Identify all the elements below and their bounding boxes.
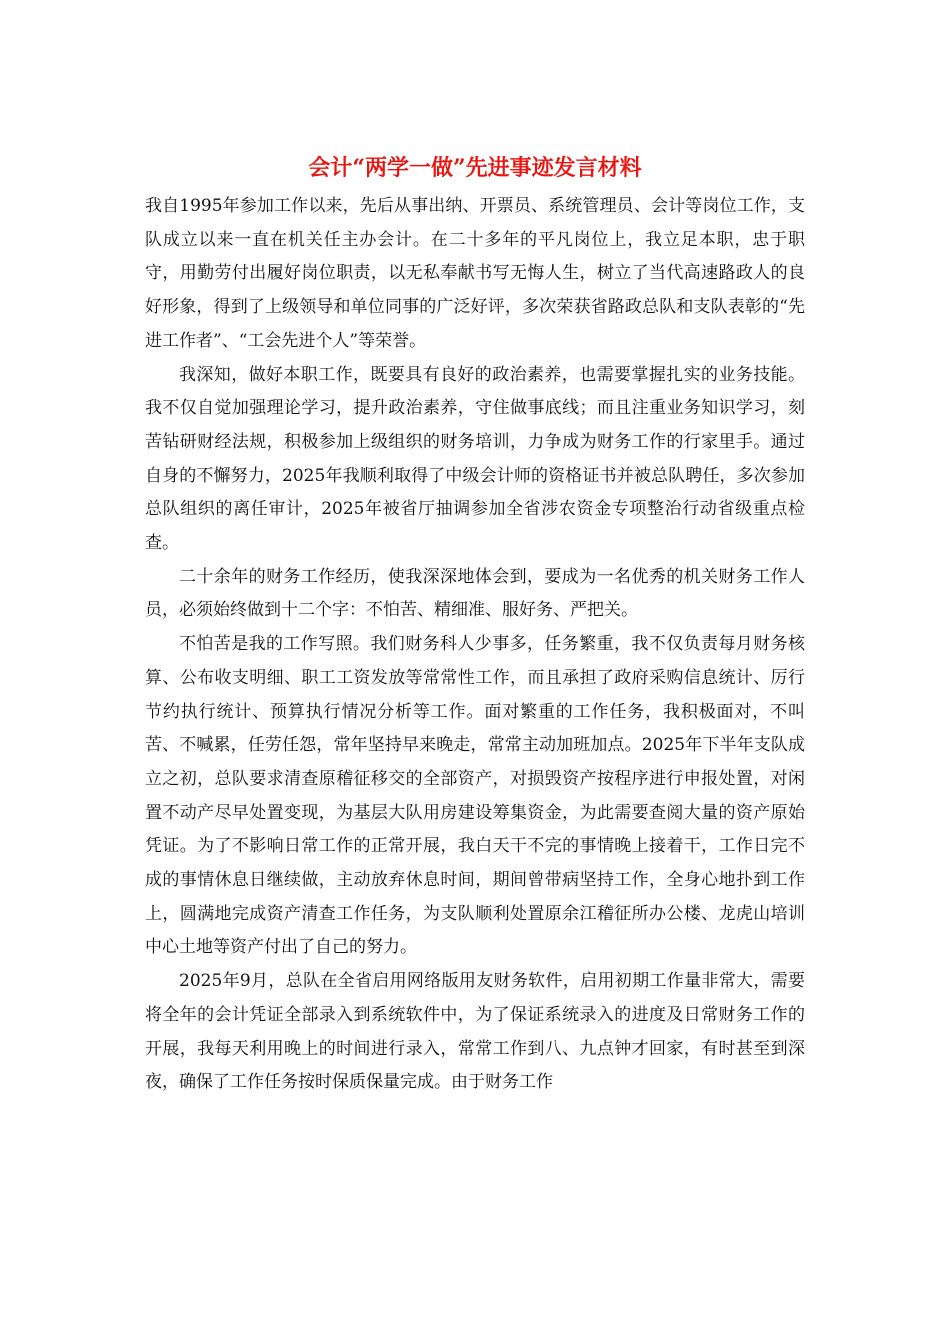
paragraph-principles: 二十余年的财务工作经历，使我深深地体会到，要成为一名优秀的机关财务工作人员，必须始终做到十二个字：不怕苦、精细准、服好务、严把关。 [145, 566, 805, 621]
paragraph-hardwork: 不怕苦是我的工作写照。我们财务科人少事多，任务繁重，我不仅负责每月财务核算、公布收支明细、职工工资发放等常常性工作，而且承担了政府采购信息统计、厉行节约执行统计、预算执行情况分析等工作。面对繁重的工作任务，我积极面对，不叫苦、不喊累，任劳任怨，常年坚持早来晚走，常常主动加班加点。2025年下半年支队成立之初，总队要求清查原稽征移交的全部资产，对损毁资产按程序进行申报处置，对闲置不动产尽早处置变现，为基层大队用房建设筹集资金，为此需要查阅大量的资产原始凭证。为了不影响日常工作的正常开展，我白天干不完的事情晚上接着干，工作日完不成的事情休息日继续做，主动放弃休息时间，期间曾带病坚持工作，全身心地扑到工作上，圆满地完成资产清查工作任务，为支队顺利处置原余江稽征所办公楼、龙虎山培训中心土地等资产付出了自己的努力。 [145, 634, 805, 958]
paragraph-skills: 我深知，做好本职工作，既要具有良好的政治素养，也需要掌握扎实的业务技能。我不仅自觉加强理论学习，提升政治素养，守住做事底线；而且注重业务知识学习，刻苦钻研财经法规，积极参加上级组织的财务培训，力争成为财务工作的行家里手。通过自身的不懈努力，2025年我顺利取得了中级会计师的资格证书并被总队聘任，多次参加总队组织的离任审计，2025年被省厅抽调参加全省涉农资金专项整治行动省级重点检查。 [145, 364, 805, 554]
paragraph-intro: 我自1995年参加工作以来，先后从事出纳、开票员、系统管理员、会计等岗位工作，支队成立以来一直在机关任主办会计。在二十多年的平凡岗位上，我立足本职，忠于职守，用勤劳付出履好岗位职责，以无私奉献书写无悔人生，树立了当代高速路政人的良好形象，得到了上级领导和单位同事的广泛好评，多次荣获省路政总队和支队表彰的“先进工作者”、“工会先进个人”等荣誉。 [145, 196, 805, 351]
document-body [145, 190, 805, 1100]
paragraph-software: 2025年9月，总队在全省启用网络版用友财务软件，启用初期工作量非常大，需要将全年的会计凭证全部录入到系统软件中，为了保证系统录入的进度及日常财务工作的开展，我每天利用晚上的时间进行录入，常常工作到八、九点钟才回家，有时甚至到深夜，确保了工作任务按时保质保量完成。由于财务工作 [145, 971, 805, 1093]
document-title: 会计“两学一做”先进事迹发言材料 [308, 155, 642, 181]
